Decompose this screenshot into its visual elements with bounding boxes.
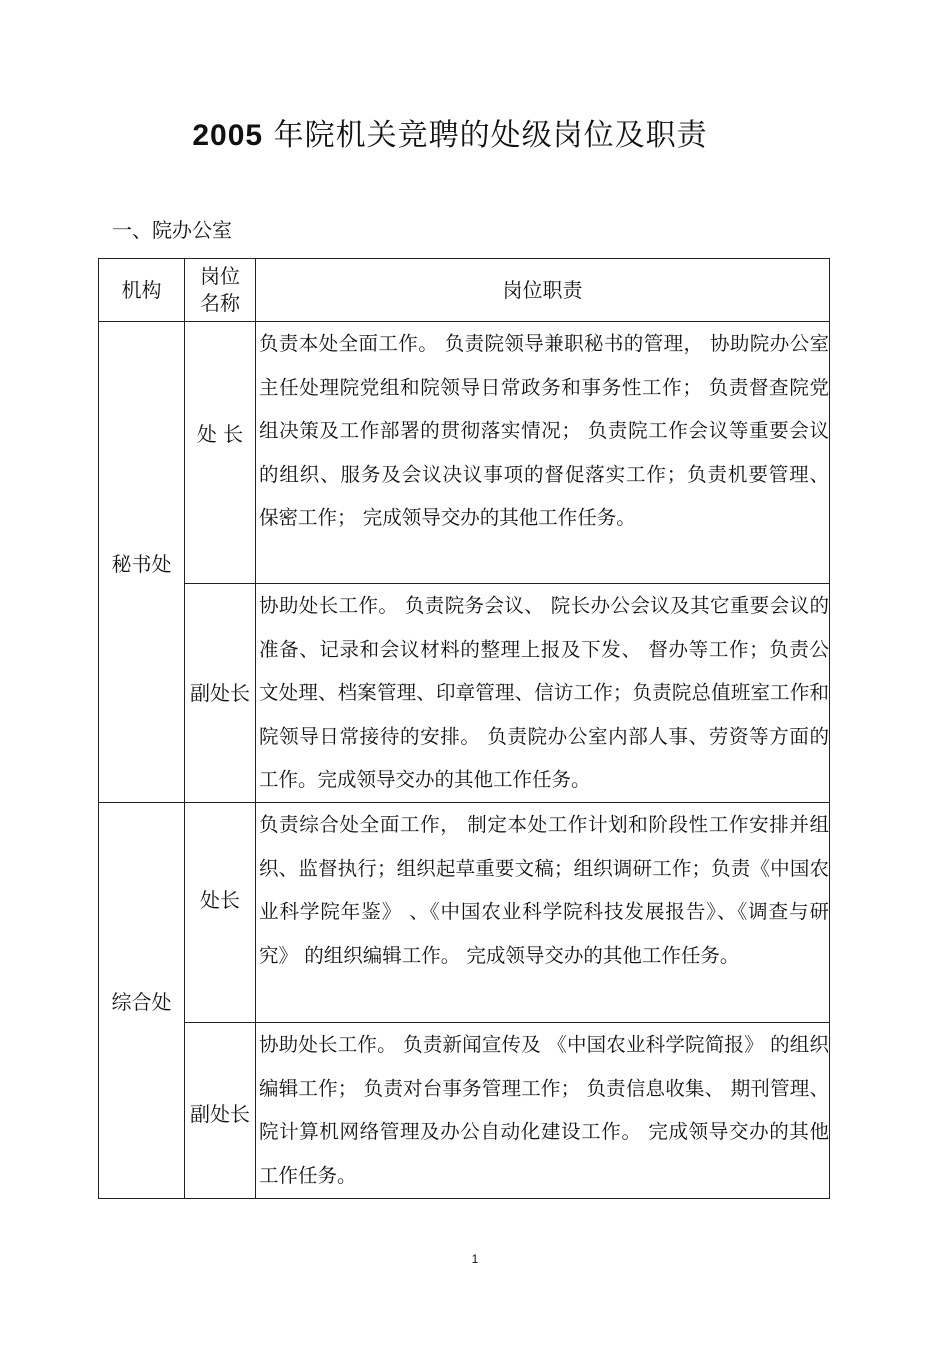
header-position-line1: 岗位 xyxy=(200,264,240,288)
page-number: 1 xyxy=(471,1252,479,1266)
header-position xyxy=(185,259,256,322)
position-cell xyxy=(185,803,256,1023)
org-cell-secretariat: 秘书处 xyxy=(99,322,185,803)
header-duties: 岗位职责 xyxy=(256,259,830,322)
duties-table xyxy=(98,258,830,1199)
org-cell-general: 综合处 xyxy=(99,803,185,1199)
table-row xyxy=(99,584,830,803)
title-year: 2005 xyxy=(192,119,264,152)
table-row xyxy=(99,803,830,1023)
header-position-line2: 名称 xyxy=(200,291,240,315)
title-text: 年院机关竞聘的处级岗位及职责 xyxy=(263,118,708,153)
duties-cell: 负责本处全面工作。 负责院领导兼职秘书的管理， 协助院办公室主任处理院党组和院领导日常政务和事务性工作； 负责督查院党组决策及工作部署的贯彻落实情况； 负责院工作会议等重要会议的组织、服务及会议决议事项的督促落实工作；负责机要管理、 保密工作； 完成领导交办的其他工作任务。 xyxy=(256,322,830,584)
duties-cell: 负责综合处全面工作， 制定本处工作计划和阶段性工作安排并组织、监督执行；组织起草重要文稿；组织调研工作；负责《中国农业科学院年鉴》 、《中国农业科学院科技发展报告》、《调查与研究》 的组织编辑工作。 完成领导交办的其他工作任务。 xyxy=(256,803,830,1023)
duties-cell: 协助处长工作。 负责院务会议、 院长办公会议及其它重要会议的准备、记录和会议材料的整理上报及下发、 督办等工作；负责公文处理、档案管理、印章管理、信访工作；负责院总值班室工作和院领导日常接待的安排。 负责院办公室内部人事、劳资等方面的工作。完成领导交办的其他工作任务。 xyxy=(256,584,830,803)
section-heading: 一、院办公室 xyxy=(112,218,232,242)
position-label: 处 长 xyxy=(196,422,244,446)
duties-cell: 协助处长工作。 负责新闻宣传及 《中国农业科学院简报》 的组织编辑工作； 负责对台事务管理工作； 负责信息收集、 期刊管理、院计算机网络管理及办公自动化建设工作。 完成领导交办的其他工作任务。 xyxy=(256,1023,830,1199)
table-header-row xyxy=(99,259,830,322)
position-label: 副处长 xyxy=(190,680,250,705)
table-row xyxy=(99,322,830,584)
page-title xyxy=(0,112,900,160)
position-cell xyxy=(185,584,256,803)
position-label: 副处长 xyxy=(190,1102,250,1126)
position-cell xyxy=(185,322,256,584)
header-org: 机构 xyxy=(99,259,185,322)
table-row xyxy=(99,1023,830,1199)
position-label: 处长 xyxy=(200,888,240,912)
position-cell xyxy=(185,1023,256,1199)
